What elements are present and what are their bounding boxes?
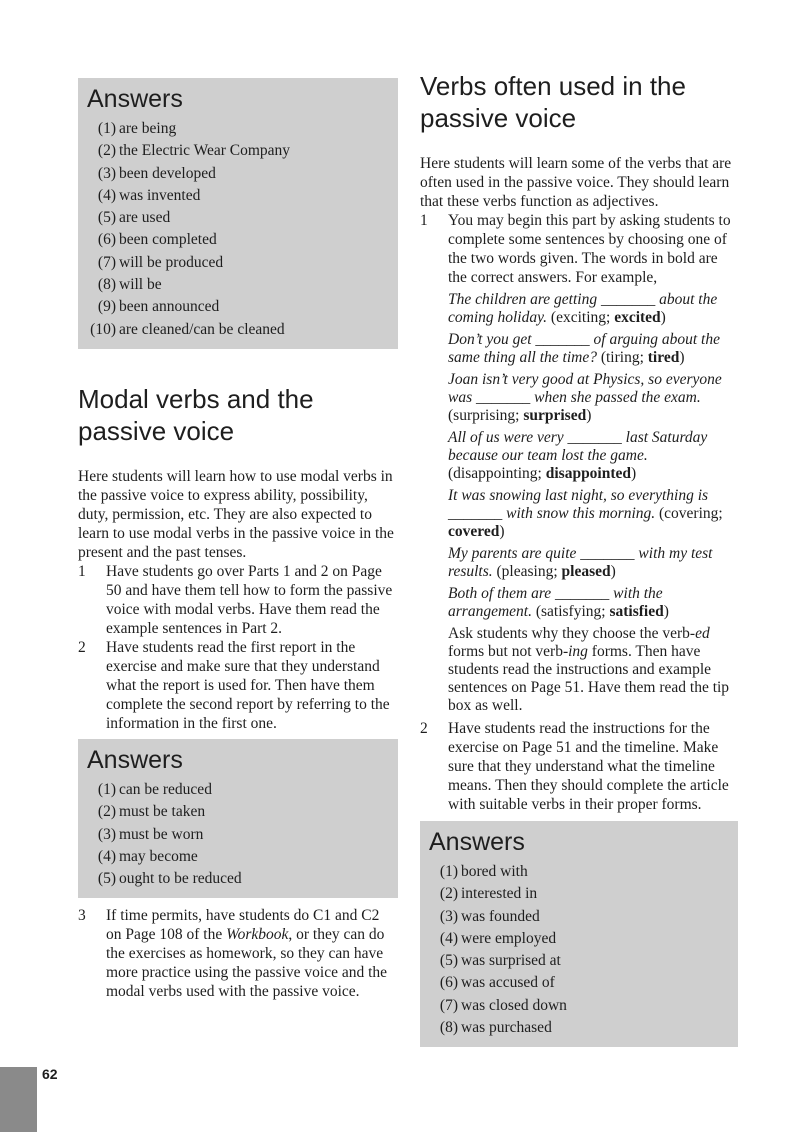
answers-heading: Answers	[87, 745, 183, 774]
answer-item: (9) been announced	[97, 298, 220, 316]
step-item: 3 If time permits, have students do C1 and C2 on Page 108 of the Workbook, or they can do the exercises as homework, so they can have more practice using the passive voice and the modal verbs used with the passive voice.	[78, 907, 388, 1001]
answers-list	[87, 779, 389, 890]
page-number: 62	[42, 1066, 58, 1082]
modal-intro-paragraph: Here students will learn how to use modal verbs in the passive voice to express ability, possibility, duty, permission, etc. They are also expected to learn to use modal verbs in the passive voice in the present and the past tenses.	[78, 467, 394, 561]
answer-item: (3) been developed	[97, 164, 216, 182]
answer-item: (5) are used	[97, 209, 171, 227]
answer-item: (4) were employed	[439, 929, 557, 947]
answers-box-modal	[78, 739, 398, 898]
answers-heading: Answers	[87, 85, 183, 113]
answer-item: (3) was founded	[439, 907, 540, 925]
ask-students-paragraph: Ask students why they choose the verb-ed forms but not verb-ing forms. Then have students read the instructions and example sentences on Page 51. Have them read the tip box as well.	[448, 625, 730, 714]
example-sentence: It was snowing last night, so everything is _______ with snow this morning. (covering; covered)	[448, 487, 723, 540]
right-column	[420, 70, 738, 1047]
answers-list	[429, 861, 729, 1039]
answer-item: (8) was purchased	[439, 1019, 552, 1037]
example-sentence: All of us were very _______ last Saturday because our team lost the game. (disappointing; disappointed)	[448, 429, 708, 482]
left-column	[78, 78, 398, 1001]
answer-item: (4) may become	[97, 847, 198, 865]
example-sentence: Don’t you get _______ of arguing about the same thing all the time? (tiring; tired)	[448, 331, 720, 366]
passive-verbs-steps	[420, 211, 738, 814]
answers-box-verbs	[420, 821, 738, 1047]
answer-item: (5) was surprised at	[439, 952, 561, 970]
answer-item: (1) are being	[97, 120, 177, 137]
answer-item: (7) will be produced	[97, 253, 224, 271]
answer-item: (6) been completed	[97, 231, 217, 249]
answer-item: (10) are cleaned/can be cleaned	[90, 320, 285, 338]
example-sentence: Joan isn’t very good at Physics, so everyone was _______ when she passed the exam. (surprising; surprised)	[448, 371, 722, 424]
answer-item: (2) interested in	[439, 885, 538, 903]
modal-steps-list-continued	[78, 906, 398, 1001]
answers-list	[87, 118, 389, 341]
step-item: 1 Have students go over Parts 1 and 2 on Page 50 and have them tell how to form the passive voice with modal verbs. Have them read the example sentences in Part 2.	[78, 562, 393, 637]
answer-item: (8) will be	[97, 276, 162, 294]
example-sentence: Both of them are _______ with the arrangement. (satisfying; satisfied)	[448, 585, 669, 620]
example-sentence: The children are getting _______ about the coming holiday. (exciting; excited)	[448, 291, 718, 326]
step-item: 2 Have students read the instructions for the exercise on Page 51 and the timeline. Make sure that they understand what the timeline means. Then they should complete the article with suitable verbs in their proper forms.	[420, 720, 729, 813]
modal-steps-list	[78, 562, 398, 733]
step-item: 2 Have students read the first report in the exercise and make sure that they understand what the report is used for. Then have them complete the second report by referring to the information in the first one.	[78, 638, 390, 732]
section-title-passive-verbs: Verbs often used in the passive voice	[420, 71, 686, 133]
answer-item: (5) ought to be reduced	[97, 870, 242, 888]
answers-box-passive	[78, 78, 398, 349]
answer-item: (1) can be reduced	[97, 780, 212, 798]
example-sentence: My parents are quite _______ with my test results. (pleasing; pleased)	[448, 545, 713, 580]
answer-item: (4) was invented	[97, 186, 201, 204]
answer-item: (6) was accused of	[439, 974, 555, 992]
section-title-modal-verbs: Modal verbs and the passive voice	[78, 383, 314, 446]
answer-item: (2) the Electric Wear Company	[97, 142, 291, 160]
answer-item: (3) must be worn	[97, 825, 204, 843]
step-item: 1 You may begin this part by asking students to complete some sentences by choosing one of the two words given. The words in bold are the correct answers. For example, The children are getting _______ about the coming holiday. (exciting; excited) Don’t you get _______ of arguing about the same thing all the time? (tiring; tired) Joan isn’t very good at Physics, so everyone was _______ when she passed the exam. (surprising; surprised) All of us were very _______ last Saturday because our team lost the game. (disappointing; disappointed) It was snowing last night, so everything is _______ with snow this morning. (covering; covered) My parents are quite _______ with my test results. (pleasing; pleased) Both of them are _______ with the arrangement. (satisfying; satisfied) Ask students why they choose the verb-ed forms but not verb-ing forms. Then have students read the instructions and example sentences on Page 51. Have them read the tip box as well.	[420, 211, 738, 715]
answer-item: (7) was closed down	[439, 996, 567, 1014]
answers-heading: Answers	[429, 828, 525, 856]
answer-item: (1) bored with	[439, 863, 528, 880]
page-edge-tab	[0, 1067, 37, 1132]
answer-item: (2) must be taken	[97, 803, 206, 821]
passive-verbs-intro: Here students will learn some of the verbs that are often used in the passive voice. They should learn that these verbs function as adjectives.	[420, 155, 732, 210]
